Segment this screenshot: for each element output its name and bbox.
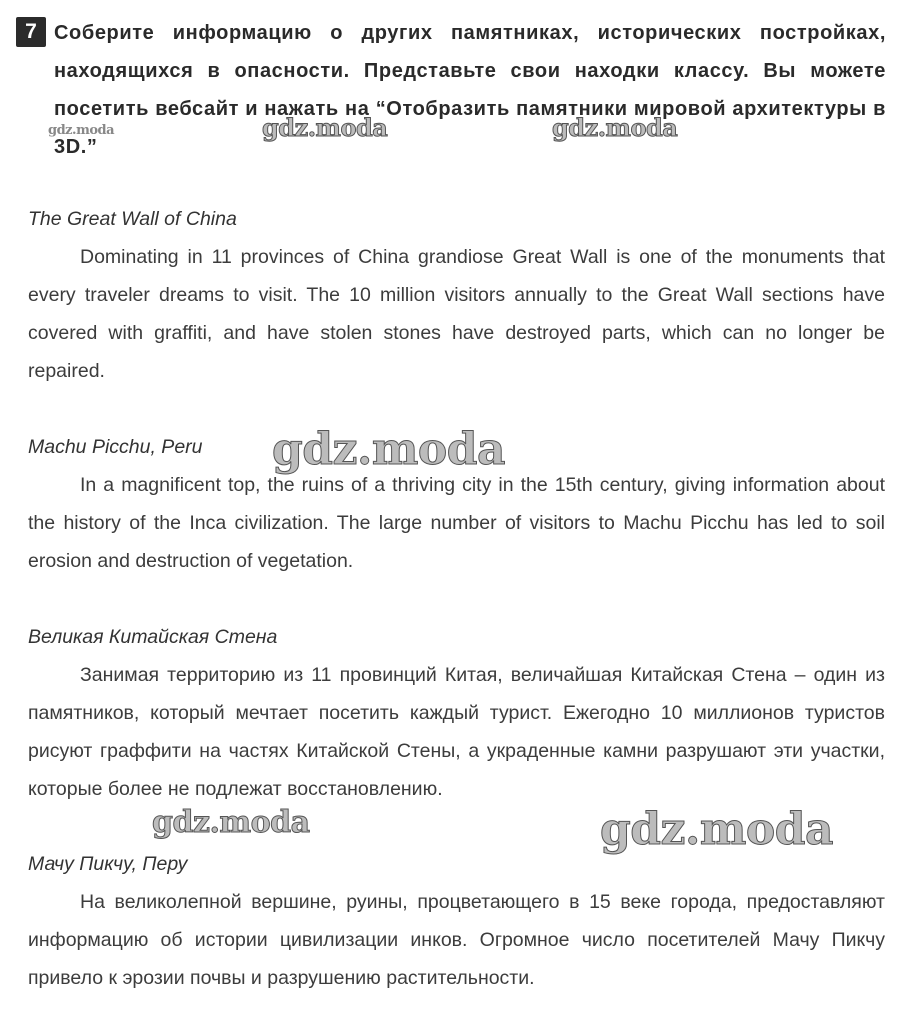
task-instruction: Соберите информацию о других памятниках, исторических постройках, находящихся в опасности. Представьте свои находки классу. Вы можете посетить вебсайт и нажать на “Отобразить памятники мировой архитектуры в 3D.”	[54, 22, 886, 158]
section-paragraph: Занимая территорию из 11 провинций Китая, величайшая Китайская Стена – один из памятников, который мечтает посетить каждый турист. Ежегодно 10 миллионов туристов рисуют граффити на частях Китайской Стены, а украденные камни разрушают эти участки, которые более не подлежат восстановлению.	[28, 664, 885, 800]
section-great-wall-en	[28, 200, 885, 390]
watermark-tiny: gdz.moda	[48, 123, 115, 138]
section-machu-picchu-ru	[28, 845, 885, 997]
section-heading: The Great Wall of China	[28, 208, 237, 230]
section-paragraph: На великолепной вершине, руины, процветающего в 15 веке города, предоставляют информацию об истории цивилизации инков. Огромное число посетителей Мачу Пикчу привело к эрозии почвы и разрушению растительности.	[28, 891, 885, 989]
watermark-small: gdz.moda	[152, 805, 310, 840]
section-great-wall-ru	[28, 618, 885, 808]
section-heading: Великая Китайская Стена	[28, 626, 278, 648]
watermark-large: gdz.moda	[600, 804, 834, 855]
watermark-small: gdz.moda	[262, 113, 388, 142]
section-paragraph: In a magnificent top, the ruins of a thriving city in the 15th century, giving information about the history of the Inca civilization. The large number of visitors to Machu Picchu has led to soil erosion and destruction of vegetation.	[28, 474, 885, 572]
task-block	[16, 14, 886, 166]
watermark-small: gdz.moda	[552, 113, 678, 142]
section-heading: Мачу Пикчу, Перу	[28, 853, 188, 875]
section-heading: Machu Picchu, Peru	[28, 436, 203, 458]
section-paragraph: Dominating in 11 provinces of China grandiose Great Wall is one of the monuments that every traveler dreams to visit. The 10 million visitors annually to the Great Wall sections have covered with graffiti, and have stolen stones have destroyed parts, which can no longer be repaired.	[28, 246, 885, 382]
watermark-large: gdz.moda	[272, 424, 506, 475]
task-number-badge: 7	[16, 17, 46, 47]
